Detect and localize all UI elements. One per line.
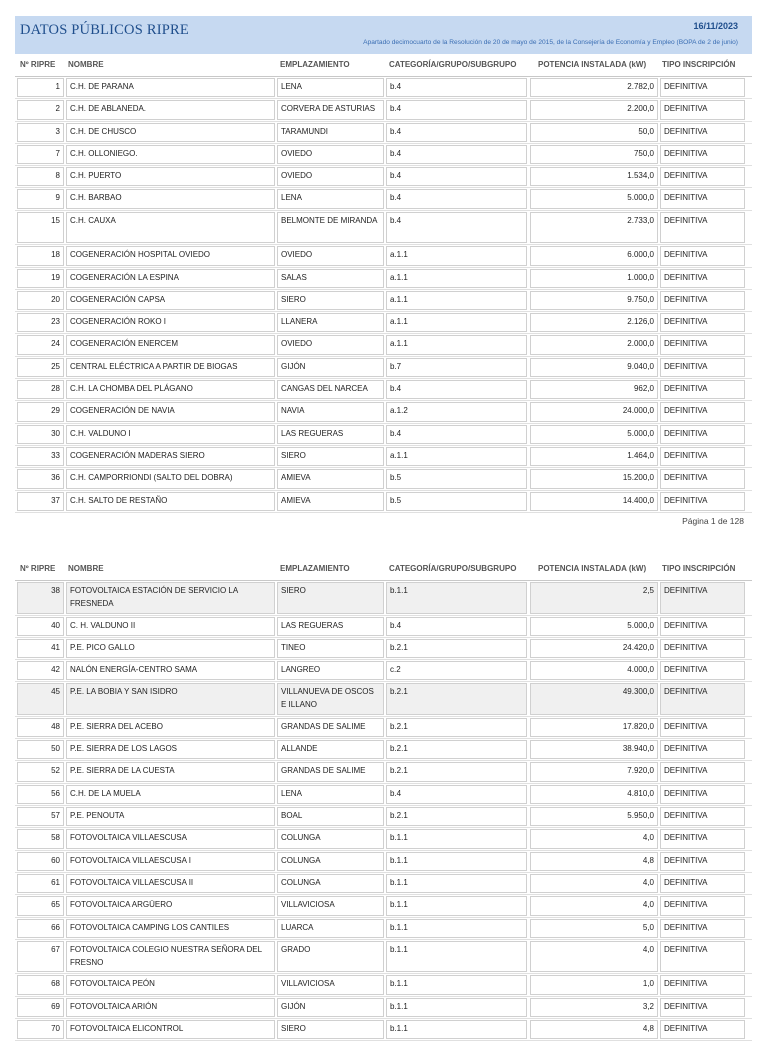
cell-potencia: 1,0	[530, 975, 658, 994]
table-row	[15, 828, 752, 850]
cell-num: 20	[17, 291, 64, 310]
cell-nombre: COGENERACIÓN MADERAS SIERO	[66, 447, 275, 466]
cell-emplazamiento: COLUNGA	[277, 874, 384, 893]
legal-reference: Apartado decimocuarto de la Resolución de 20 de mayo de 2015, de la Consejería de Economía y Empleo (BOPA de 2 de junio)	[363, 39, 738, 46]
cell-categoria: b.4	[386, 123, 527, 142]
cell-potencia: 2,5	[530, 582, 658, 614]
cell-num: 19	[17, 269, 64, 288]
cell-tipo: DEFINITIVA	[660, 212, 745, 244]
cell-num: 67	[17, 941, 64, 973]
cell-emplazamiento: OVIEDO	[277, 167, 384, 186]
cell-tipo: DEFINITIVA	[660, 380, 745, 399]
cell-tipo: DEFINITIVA	[660, 123, 745, 142]
col-nombre-header: NOMBRE	[68, 60, 104, 69]
cell-nombre: COGENERACIÓN LA ESPINA	[66, 269, 275, 288]
table-row	[15, 491, 752, 513]
cell-categoria: b.4	[386, 189, 527, 208]
cell-nombre: FOTOVOLTAICA VILLAESCUSA	[66, 829, 275, 848]
cell-emplazamiento: LANGREO	[277, 661, 384, 680]
cell-num: 41	[17, 639, 64, 658]
cell-emplazamiento: AMIEVA	[277, 469, 384, 488]
table-row	[15, 851, 752, 873]
cell-categoria: b.4	[386, 380, 527, 399]
cell-nombre: C.H. OLLONIEGO.	[66, 145, 275, 164]
cell-nombre: FOTOVOLTAICA ARIÓN	[66, 998, 275, 1017]
cell-tipo: DEFINITIVA	[660, 683, 745, 715]
cell-tipo: DEFINITIVA	[660, 402, 745, 421]
cell-tipo: DEFINITIVA	[660, 807, 745, 826]
cell-nombre: P.E. LA BOBIA Y SAN ISIDRO	[66, 683, 275, 715]
cell-potencia: 9.750,0	[530, 291, 658, 310]
cell-potencia: 1.534,0	[530, 167, 658, 186]
cell-emplazamiento: VILLANUEVA DE OSCOS E ILLANO	[277, 683, 384, 715]
cell-categoria: a.1.1	[386, 246, 527, 265]
table-row	[15, 211, 752, 246]
cell-categoria: b.5	[386, 469, 527, 488]
table-row	[15, 717, 752, 739]
table-row	[15, 401, 752, 423]
cell-categoria: b.2.1	[386, 718, 527, 737]
cell-emplazamiento: LAS REGUERAS	[277, 617, 384, 636]
col-num-header: Nº RIPRE	[20, 564, 56, 573]
cell-categoria: b.4	[386, 617, 527, 636]
cell-num: 37	[17, 492, 64, 511]
cell-nombre: FOTOVOLTAICA PEÓN	[66, 975, 275, 994]
cell-num: 38	[17, 582, 64, 614]
table-row	[15, 144, 752, 166]
cell-tipo: DEFINITIVA	[660, 740, 745, 759]
cell-nombre: C.H. PUERTO	[66, 167, 275, 186]
cell-emplazamiento: LENA	[277, 78, 384, 97]
cell-tipo: DEFINITIVA	[660, 762, 745, 781]
table-row	[15, 122, 752, 144]
page-indicator: Página 1 de 128	[682, 516, 744, 526]
cell-categoria: b.4	[386, 100, 527, 119]
cell-categoria: b.1.1	[386, 975, 527, 994]
cell-potencia: 3,2	[530, 998, 658, 1017]
cell-num: 60	[17, 852, 64, 871]
cell-potencia: 24.420,0	[530, 639, 658, 658]
cell-categoria: a.1.1	[386, 335, 527, 354]
cell-categoria: b.1.1	[386, 896, 527, 915]
cell-nombre: COGENERACIÓN ROKO I	[66, 313, 275, 332]
cell-tipo: DEFINITIVA	[660, 358, 745, 377]
cell-potencia: 7.920,0	[530, 762, 658, 781]
cell-nombre: COGENERACIÓN HOSPITAL OVIEDO	[66, 246, 275, 265]
table-row	[15, 99, 752, 121]
cell-num: 57	[17, 807, 64, 826]
cell-tipo: DEFINITIVA	[660, 718, 745, 737]
cell-num: 3	[17, 123, 64, 142]
cell-num: 40	[17, 617, 64, 636]
cell-nombre: COGENERACIÓN ENERCEM	[66, 335, 275, 354]
cell-potencia: 15.200,0	[530, 469, 658, 488]
col-potencia-header: POTENCIA INSTALADA (kW)	[538, 60, 647, 69]
cell-potencia: 4,0	[530, 941, 658, 973]
cell-tipo: DEFINITIVA	[660, 617, 745, 636]
cell-categoria: b.4	[386, 167, 527, 186]
cell-potencia: 14.400,0	[530, 492, 658, 511]
table-row	[15, 784, 752, 806]
cell-nombre: C.H. SALTO DE RESTAÑO	[66, 492, 275, 511]
table-section-1	[15, 77, 752, 513]
cell-tipo: DEFINITIVA	[660, 639, 745, 658]
document-header	[15, 16, 752, 54]
cell-num: 61	[17, 874, 64, 893]
cell-nombre: C.H. DE PARANA	[66, 78, 275, 97]
cell-potencia: 962,0	[530, 380, 658, 399]
table-row	[15, 468, 752, 490]
cell-potencia: 1.464,0	[530, 447, 658, 466]
cell-emplazamiento: VILLAVICIOSA	[277, 896, 384, 915]
col-tipo-header: TIPO INSCRIPCIÓN	[662, 60, 736, 69]
cell-nombre: P.E. SIERRA DE LA CUESTA	[66, 762, 275, 781]
cell-categoria: b.1.1	[386, 829, 527, 848]
table-row	[15, 268, 752, 290]
cell-potencia: 50,0	[530, 123, 658, 142]
cell-nombre: P.E. PICO GALLO	[66, 639, 275, 658]
cell-tipo: DEFINITIVA	[660, 661, 745, 680]
cell-tipo: DEFINITIVA	[660, 78, 745, 97]
cell-potencia: 2.200,0	[530, 100, 658, 119]
table-row	[15, 334, 752, 356]
cell-potencia: 38.940,0	[530, 740, 658, 759]
cell-categoria: b.1.1	[386, 874, 527, 893]
cell-emplazamiento: GIJÓN	[277, 358, 384, 377]
cell-emplazamiento: GIJÓN	[277, 998, 384, 1017]
cell-nombre: FOTOVOLTAICA CAMPING LOS CANTILES	[66, 919, 275, 938]
cell-emplazamiento: COLUNGA	[277, 829, 384, 848]
cell-emplazamiento: COLUNGA	[277, 852, 384, 871]
cell-nombre: COGENERACIÓN CAPSA	[66, 291, 275, 310]
cell-categoria: b.2.1	[386, 807, 527, 826]
cell-emplazamiento: SIERO	[277, 1020, 384, 1039]
table-row	[15, 873, 752, 895]
cell-categoria: b.4	[386, 212, 527, 244]
cell-categoria: b.1.1	[386, 852, 527, 871]
cell-tipo: DEFINITIVA	[660, 941, 745, 973]
table-row	[15, 660, 752, 682]
col-potencia-header: POTENCIA INSTALADA (kW)	[538, 564, 647, 573]
cell-num: 25	[17, 358, 64, 377]
cell-categoria: a.1.1	[386, 447, 527, 466]
cell-num: 69	[17, 998, 64, 1017]
cell-tipo: DEFINITIVA	[660, 492, 745, 511]
cell-emplazamiento: BOAL	[277, 807, 384, 826]
cell-emplazamiento: ALLANDE	[277, 740, 384, 759]
cell-nombre: P.E. SIERRA DE LOS LAGOS	[66, 740, 275, 759]
cell-nombre: C.H. BARBAO	[66, 189, 275, 208]
cell-tipo: DEFINITIVA	[660, 785, 745, 804]
cell-num: 56	[17, 785, 64, 804]
cell-categoria: b.4	[386, 145, 527, 164]
cell-potencia: 17.820,0	[530, 718, 658, 737]
cell-categoria: b.1.1	[386, 941, 527, 973]
cell-num: 65	[17, 896, 64, 915]
cell-nombre: C.H. VALDUNO I	[66, 425, 275, 444]
cell-num: 66	[17, 919, 64, 938]
cell-potencia: 2.733,0	[530, 212, 658, 244]
cell-tipo: DEFINITIVA	[660, 269, 745, 288]
cell-emplazamiento: CORVERA DE ASTURIAS	[277, 100, 384, 119]
cell-nombre: FOTOVOLTAICA ESTACIÓN DE SERVICIO LA FRESNEDA	[66, 582, 275, 614]
cell-emplazamiento: GRADO	[277, 941, 384, 973]
cell-num: 36	[17, 469, 64, 488]
cell-num: 58	[17, 829, 64, 848]
cell-nombre: C.H. CAMPORRIONDI (SALTO DEL DOBRA)	[66, 469, 275, 488]
cell-tipo: DEFINITIVA	[660, 246, 745, 265]
cell-num: 8	[17, 167, 64, 186]
cell-categoria: a.1.1	[386, 291, 527, 310]
table-row	[15, 1019, 752, 1041]
table-row	[15, 581, 752, 616]
col-num-header: Nº RIPRE	[20, 60, 56, 69]
cell-nombre: FOTOVOLTAICA VILLAESCUSA I	[66, 852, 275, 871]
cell-potencia: 5.000,0	[530, 617, 658, 636]
col-categoria-header: CATEGORÍA/GRUPO/SUBGRUPO	[389, 564, 517, 573]
table-row	[15, 739, 752, 761]
table-row	[15, 424, 752, 446]
cell-num: 30	[17, 425, 64, 444]
cell-emplazamiento: VILLAVICIOSA	[277, 975, 384, 994]
cell-tipo: DEFINITIVA	[660, 291, 745, 310]
cell-nombre: FOTOVOLTAICA COLEGIO NUESTRA SEÑORA DEL FRESNO	[66, 941, 275, 973]
cell-potencia: 2.000,0	[530, 335, 658, 354]
table-row	[15, 918, 752, 940]
table-row	[15, 895, 752, 917]
cell-nombre: FOTOVOLTAICA VILLAESCUSA II	[66, 874, 275, 893]
cell-emplazamiento: OVIEDO	[277, 145, 384, 164]
cell-tipo: DEFINITIVA	[660, 189, 745, 208]
cell-nombre: C. H. VALDUNO II	[66, 617, 275, 636]
cell-categoria: b.1.1	[386, 919, 527, 938]
table-row	[15, 379, 752, 401]
cell-nombre: C.H. DE ABLANEDA.	[66, 100, 275, 119]
cell-categoria: b.1.1	[386, 998, 527, 1017]
col-emplazamiento-header: EMPLAZAMIENTO	[280, 60, 350, 69]
cell-num: 18	[17, 246, 64, 265]
cell-categoria: c.2	[386, 661, 527, 680]
cell-emplazamiento: LENA	[277, 785, 384, 804]
cell-tipo: DEFINITIVA	[660, 447, 745, 466]
table-section-2	[15, 581, 752, 1041]
cell-emplazamiento: CANGAS DEL NARCEA	[277, 380, 384, 399]
cell-potencia: 4,0	[530, 829, 658, 848]
cell-tipo: DEFINITIVA	[660, 874, 745, 893]
cell-num: 9	[17, 189, 64, 208]
cell-categoria: b.2.1	[386, 740, 527, 759]
cell-potencia: 49.300,0	[530, 683, 658, 715]
cell-num: 28	[17, 380, 64, 399]
cell-nombre: FOTOVOLTAICA ARGÜERO	[66, 896, 275, 915]
cell-categoria: b.4	[386, 425, 527, 444]
table-row	[15, 806, 752, 828]
cell-emplazamiento: SIERO	[277, 291, 384, 310]
table-row	[15, 77, 752, 99]
cell-tipo: DEFINITIVA	[660, 975, 745, 994]
table-row	[15, 940, 752, 975]
cell-tipo: DEFINITIVA	[660, 1020, 745, 1039]
cell-num: 23	[17, 313, 64, 332]
cell-nombre: COGENERACIÓN DE NAVIA	[66, 402, 275, 421]
cell-num: 68	[17, 975, 64, 994]
cell-num: 29	[17, 402, 64, 421]
cell-potencia: 5.950,0	[530, 807, 658, 826]
cell-nombre: P.E. PENOUTA	[66, 807, 275, 826]
table-row	[15, 761, 752, 783]
column-header-row	[15, 56, 752, 77]
cell-emplazamiento: OVIEDO	[277, 335, 384, 354]
cell-tipo: DEFINITIVA	[660, 582, 745, 614]
cell-categoria: b.4	[386, 785, 527, 804]
page-title: DATOS PÚBLICOS RIPRE	[20, 22, 189, 38]
table-row	[15, 245, 752, 267]
cell-categoria: b.2.1	[386, 639, 527, 658]
cell-emplazamiento: NAVIA	[277, 402, 384, 421]
table-row	[15, 974, 752, 996]
cell-potencia: 24.000,0	[530, 402, 658, 421]
cell-num: 50	[17, 740, 64, 759]
cell-categoria: b.7	[386, 358, 527, 377]
cell-potencia: 4.000,0	[530, 661, 658, 680]
cell-potencia: 6.000,0	[530, 246, 658, 265]
cell-emplazamiento: LUARCA	[277, 919, 384, 938]
cell-num: 33	[17, 447, 64, 466]
cell-emplazamiento: LAS REGUERAS	[277, 425, 384, 444]
cell-nombre: C.H. LA CHOMBA DEL PLÁGANO	[66, 380, 275, 399]
cell-num: 24	[17, 335, 64, 354]
table-row	[15, 997, 752, 1019]
table-row	[15, 312, 752, 334]
cell-potencia: 750,0	[530, 145, 658, 164]
cell-tipo: DEFINITIVA	[660, 145, 745, 164]
cell-num: 1	[17, 78, 64, 97]
cell-potencia: 4,0	[530, 874, 658, 893]
cell-emplazamiento: LENA	[277, 189, 384, 208]
cell-categoria: b.2.1	[386, 762, 527, 781]
cell-potencia: 9.040,0	[530, 358, 658, 377]
cell-num: 70	[17, 1020, 64, 1039]
cell-num: 2	[17, 100, 64, 119]
table-row	[15, 446, 752, 468]
cell-potencia: 5,0	[530, 919, 658, 938]
table-row	[15, 616, 752, 638]
cell-tipo: DEFINITIVA	[660, 919, 745, 938]
cell-emplazamiento: SALAS	[277, 269, 384, 288]
cell-emplazamiento: OVIEDO	[277, 246, 384, 265]
cell-tipo: DEFINITIVA	[660, 829, 745, 848]
cell-tipo: DEFINITIVA	[660, 100, 745, 119]
cell-nombre: P.E. SIERRA DEL ACEBO	[66, 718, 275, 737]
cell-tipo: DEFINITIVA	[660, 469, 745, 488]
cell-potencia: 4,8	[530, 1020, 658, 1039]
cell-tipo: DEFINITIVA	[660, 335, 745, 354]
cell-nombre: NALÓN ENERGÍA-CENTRO SAMA	[66, 661, 275, 680]
cell-potencia: 4.810,0	[530, 785, 658, 804]
table-row	[15, 638, 752, 660]
col-categoria-header: CATEGORÍA/GRUPO/SUBGRUPO	[389, 60, 517, 69]
cell-nombre: C.H. DE CHUSCO	[66, 123, 275, 142]
cell-potencia: 5.000,0	[530, 189, 658, 208]
cell-emplazamiento: TINEO	[277, 639, 384, 658]
cell-num: 42	[17, 661, 64, 680]
cell-emplazamiento: GRANDAS DE SALIME	[277, 718, 384, 737]
table-row	[15, 682, 752, 717]
cell-emplazamiento: BELMONTE DE MIRANDA	[277, 212, 384, 244]
table-row	[15, 166, 752, 188]
cell-categoria: b.5	[386, 492, 527, 511]
table-row	[15, 357, 752, 379]
cell-tipo: DEFINITIVA	[660, 167, 745, 186]
cell-nombre: CENTRAL ELÉCTRICA A PARTIR DE BIOGAS	[66, 358, 275, 377]
cell-num: 52	[17, 762, 64, 781]
cell-nombre: C.H. CAUXA	[66, 212, 275, 244]
cell-emplazamiento: TARAMUNDI	[277, 123, 384, 142]
cell-emplazamiento: GRANDAS DE SALIME	[277, 762, 384, 781]
cell-categoria: b.1.1	[386, 1020, 527, 1039]
col-nombre-header: NOMBRE	[68, 564, 104, 573]
cell-potencia: 5.000,0	[530, 425, 658, 444]
cell-num: 45	[17, 683, 64, 715]
cell-num: 15	[17, 212, 64, 244]
cell-potencia: 2.126,0	[530, 313, 658, 332]
cell-tipo: DEFINITIVA	[660, 998, 745, 1017]
cell-nombre: FOTOVOLTAICA ELICONTROL	[66, 1020, 275, 1039]
cell-num: 7	[17, 145, 64, 164]
col-emplazamiento-header: EMPLAZAMIENTO	[280, 564, 350, 573]
cell-tipo: DEFINITIVA	[660, 852, 745, 871]
col-tipo-header: TIPO INSCRIPCIÓN	[662, 564, 736, 573]
cell-potencia: 1.000,0	[530, 269, 658, 288]
cell-categoria: b.2.1	[386, 683, 527, 715]
cell-nombre: C.H. DE LA MUELA	[66, 785, 275, 804]
cell-categoria: b.4	[386, 78, 527, 97]
cell-emplazamiento: LLANERA	[277, 313, 384, 332]
cell-categoria: a.1.1	[386, 269, 527, 288]
cell-num: 48	[17, 718, 64, 737]
table-row	[15, 290, 752, 312]
cell-categoria: a.1.1	[386, 313, 527, 332]
cell-emplazamiento: SIERO	[277, 447, 384, 466]
report-date: 16/11/2023	[693, 21, 738, 31]
cell-tipo: DEFINITIVA	[660, 896, 745, 915]
cell-potencia: 2.782,0	[530, 78, 658, 97]
cell-potencia: 4,8	[530, 852, 658, 871]
cell-categoria: b.1.1	[386, 582, 527, 614]
cell-emplazamiento: SIERO	[277, 582, 384, 614]
cell-tipo: DEFINITIVA	[660, 313, 745, 332]
cell-tipo: DEFINITIVA	[660, 425, 745, 444]
column-header-row	[15, 560, 752, 581]
cell-emplazamiento: AMIEVA	[277, 492, 384, 511]
table-row	[15, 188, 752, 210]
cell-potencia: 4,0	[530, 896, 658, 915]
cell-categoria: a.1.2	[386, 402, 527, 421]
